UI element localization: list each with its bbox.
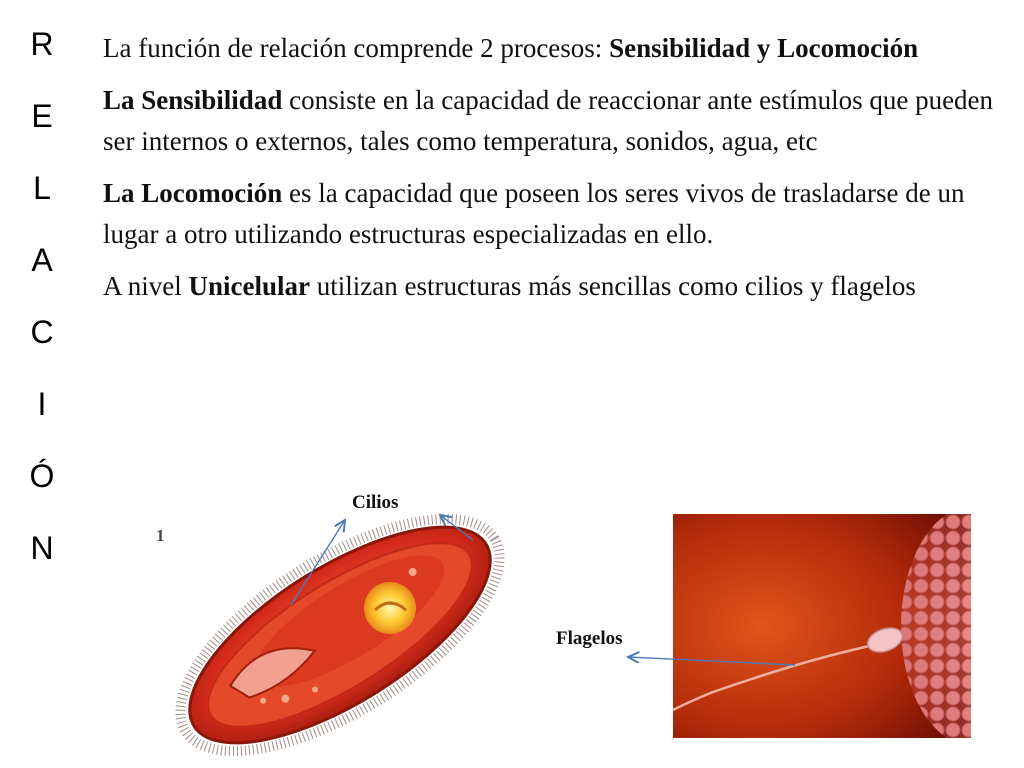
sensibilidad-text: consiste en la capacidad de reaccionar ante estímulos que pueden ser internos o externos, tales como temperatura, sonidos, agua, etc	[103, 85, 994, 156]
unicelular-term: Unicelular	[188, 271, 310, 301]
intro-text: La función de relación comprende 2 procesos:	[103, 33, 610, 63]
paragraph-locomocion	[103, 173, 1003, 255]
vertical-title	[14, 8, 70, 584]
title-letter: R	[30, 26, 54, 62]
paragraph-unicelular	[103, 266, 1003, 307]
intro-bold: Sensibilidad y Locomoción	[609, 33, 919, 63]
cilios-label: Cilios	[352, 492, 399, 513]
sensibilidad-term: La Sensibilidad	[103, 85, 283, 115]
title-letter: L	[33, 170, 51, 206]
paramecium-image	[150, 500, 530, 762]
flagellum-image	[673, 514, 971, 738]
title-letter: E	[31, 98, 53, 134]
locomocion-text: es la capacidad que poseen los seres vivos de trasladarse de un lugar a otro utilizando estructuras especializadas en ello.	[103, 178, 965, 249]
title-letter: N	[30, 530, 54, 566]
flagelos-label: Flagelos	[556, 628, 623, 649]
slide-content	[103, 28, 1003, 318]
title-letter: Ó	[29, 458, 55, 494]
title-letter: A	[31, 242, 53, 278]
unicelular-text-before: A nivel	[103, 271, 189, 301]
paragraph-intro	[103, 28, 1003, 69]
figure-mark: 1	[156, 526, 165, 545]
title-letter: I	[37, 386, 47, 422]
nucleus-shape	[364, 582, 416, 634]
paragraph-sensibilidad	[103, 80, 1003, 162]
locomocion-term: La Locomoción	[103, 178, 283, 208]
title-letter: C	[30, 314, 54, 350]
unicelular-text-after: utilizan estructuras más sencillas como cilios y flagelos	[310, 271, 916, 301]
